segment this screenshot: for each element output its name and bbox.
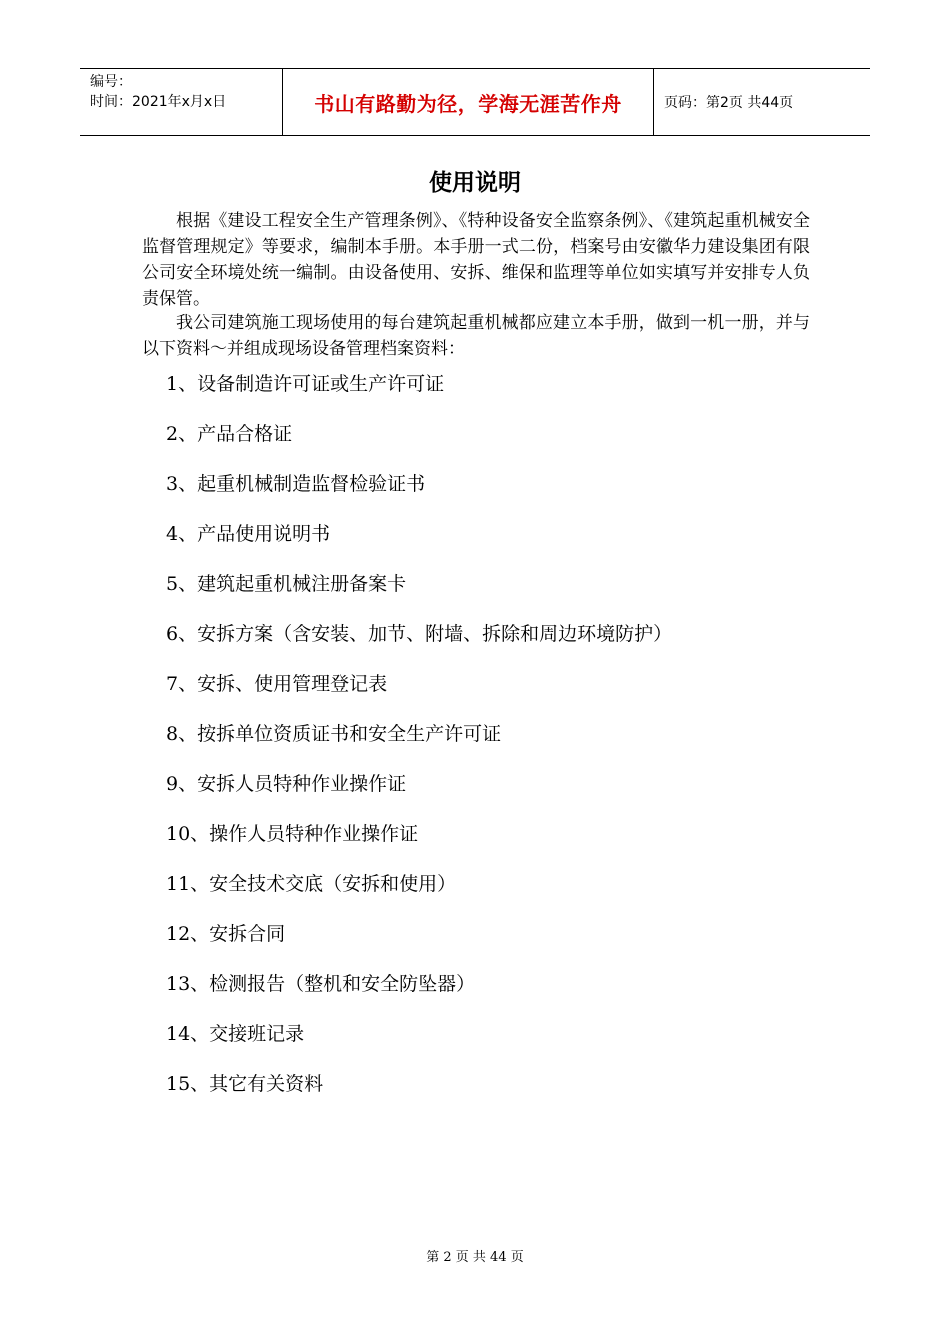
- document-time-label: 时间：2021年x月x日: [90, 94, 227, 110]
- list-item: 5、建筑起重机械注册备案卡: [166, 573, 407, 595]
- list-item: 15、其它有关资料: [166, 1073, 324, 1095]
- document-number-label: 编号：: [90, 74, 132, 90]
- page-footer: 第 2 页 共 44 页: [426, 1250, 524, 1265]
- header-motto-cell: [282, 69, 654, 135]
- list-item: 7、安拆、使用管理登记表: [166, 673, 388, 695]
- list-item: 4、产品使用说明书: [166, 523, 331, 545]
- list-item: 1、设备制造许可证或生产许可证: [166, 373, 445, 395]
- list-item: 8、按拆单位资质证书和安全生产许可证: [166, 723, 502, 745]
- document-list: [166, 370, 806, 1120]
- list-item: 10、操作人员特种作业操作证: [166, 823, 419, 845]
- list-item: 14、交接班记录: [166, 1023, 305, 1045]
- list-item: 13、检测报告（整机和安全防坠器）: [166, 973, 476, 995]
- list-item: 6、安拆方案（含安装、加节、附墙、拆除和周边环境防护）: [166, 623, 673, 645]
- list-item: 9、安拆人员特种作业操作证: [166, 773, 407, 795]
- list-item: 12、安拆合同: [166, 923, 286, 945]
- header-motto: 书山有路勤为径，学海无涯苦作舟: [314, 91, 622, 116]
- header-page-info: 页码：第2页 共44页: [664, 95, 794, 111]
- list-item: 11、安全技术交底（安拆和使用）: [166, 873, 457, 895]
- header-table: [80, 68, 870, 136]
- requirement-paragraph: 我公司建筑施工现场使用的每台建筑起重机械都应建立本手册，做到一机一册，并与以下资料～并组成现场设备管理档案资料：: [142, 313, 810, 359]
- list-item: 3、起重机械制造监督检验证书: [166, 473, 426, 495]
- intro-paragraph: 根据《建设工程安全生产管理条例》、《特种设备安全监察条例》、《建筑起重机械安全监督管理规定》等要求，编制本手册。本手册一式二份，档案号由安徽华力建设集团有限公司安全环境处统一编制。由设备使用、安拆、维保和监理等单位如实填写并安排专人负责保管。: [142, 211, 810, 309]
- list-item: 2、产品合格证: [166, 423, 293, 445]
- page-title: 使用说明: [429, 170, 521, 196]
- header-meta: [80, 69, 282, 135]
